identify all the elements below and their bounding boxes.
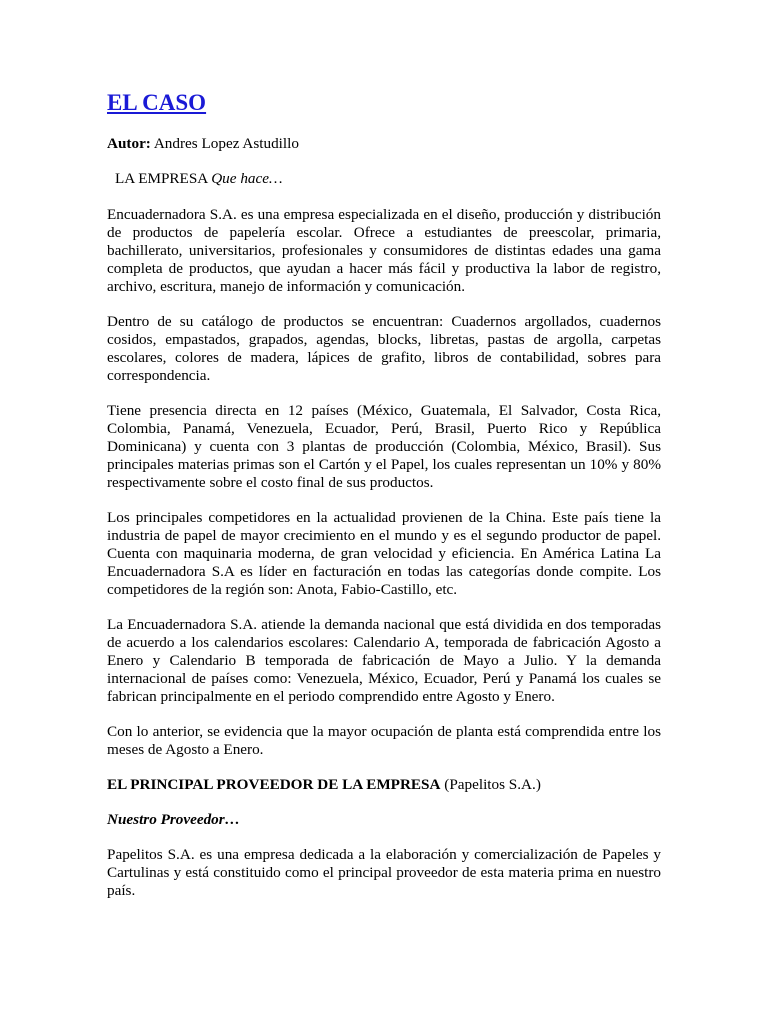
author-name: Andres Lopez Astudillo: [150, 135, 299, 152]
document-title-link[interactable]: EL CASO: [107, 90, 207, 115]
paragraph-supplier-description: Papelitos S.A. es una empresa dedicada a la elaboración y comercialización de Papeles y Cartulinas y está constituido como el principal proveedor de esta materia prima en nuestro país.: [107, 846, 661, 899]
paragraph-company-description: Encuadernadora S.A. es una empresa especializada en el diseño, producción y distribución de productos de papelería escolar. Ofrece a estudiantes de preescolar, primaria, bachillerato, universitarios, profesionales y consumidores de distintas edades una gama completa de productos, que ayudan a hacer más fácil y productiva la labor de registro, archivo, escritura, manejo de información y comunicación.: [107, 206, 661, 295]
company-heading-italic: Que hace…: [211, 170, 283, 187]
paragraph-demand: La Encuadernadora S.A. atiende la demanda nacional que está dividida en dos temporadas de acuerdo a los calendarios escolares: Calendario A, temporada de fabricación Agosto a Enero y Calendario B temporada de fabricación de Mayo a Julio. Y la demanda internacional de países como: Venezuela, México, Ecuador, Perú y Panamá los cuales se fabrican principalmente en el periodo comprendido entre Agosto y Enero.: [107, 616, 661, 705]
company-heading-main: LA EMPRESA: [115, 170, 212, 187]
paragraph-competitors: Los principales competidores en la actualidad provienen de la China. Este país tiene la industria de papel de mayor crecimiento en el mundo y es el segundo productor de papel. Cuenta con maquinaria moderna, de gran velocidad y eficiencia. En América Latina La Encuadernadora S.A es líder en facturación en todas las categorías donde compite. Los competidores de la región son: Anota, Fabio-Castillo, etc.: [107, 509, 661, 598]
paragraph-product-catalog: Dentro de su catálogo de productos se encuentran: Cuadernos argollados, cuadernos cosidos, empastados, grapados, agendas, blocks, libretas, pastas de argolla, carpetas escolares, colores de madera, lápices de grafito, libros de contabilidad, sobres para correspondencia.: [107, 313, 661, 384]
supplier-section-heading: [107, 776, 661, 794]
company-section-heading: [107, 170, 661, 188]
supplier-heading-bold: EL PRINCIPAL PROVEEDOR DE LA EMPRESA: [107, 776, 441, 793]
paragraph-conclusion: Con lo anterior, se evidencia que la mayor ocupación de planta está comprendida entre los meses de Agosto a Enero.: [107, 723, 661, 758]
author-label: Autor:: [107, 135, 151, 152]
supplier-heading-normal: (Papelitos S.A.): [440, 776, 541, 793]
author-line: [107, 135, 661, 153]
supplier-subheading: Nuestro Proveedor…: [107, 811, 240, 828]
paragraph-presence: Tiene presencia directa en 12 países (México, Guatemala, El Salvador, Costa Rica, Colombia, Panamá, Venezuela, Ecuador, Perú, Brasil, Puerto Rico y República Dominicana) y cuenta con 3 plantas de producción (Colombia, México, Brasil). Sus principales materias primas son el Cartón y el Papel, los cuales representan un 10% y 80% respectivamente sobre el costo final de sus productos.: [107, 402, 661, 491]
document-page: [107, 88, 661, 917]
